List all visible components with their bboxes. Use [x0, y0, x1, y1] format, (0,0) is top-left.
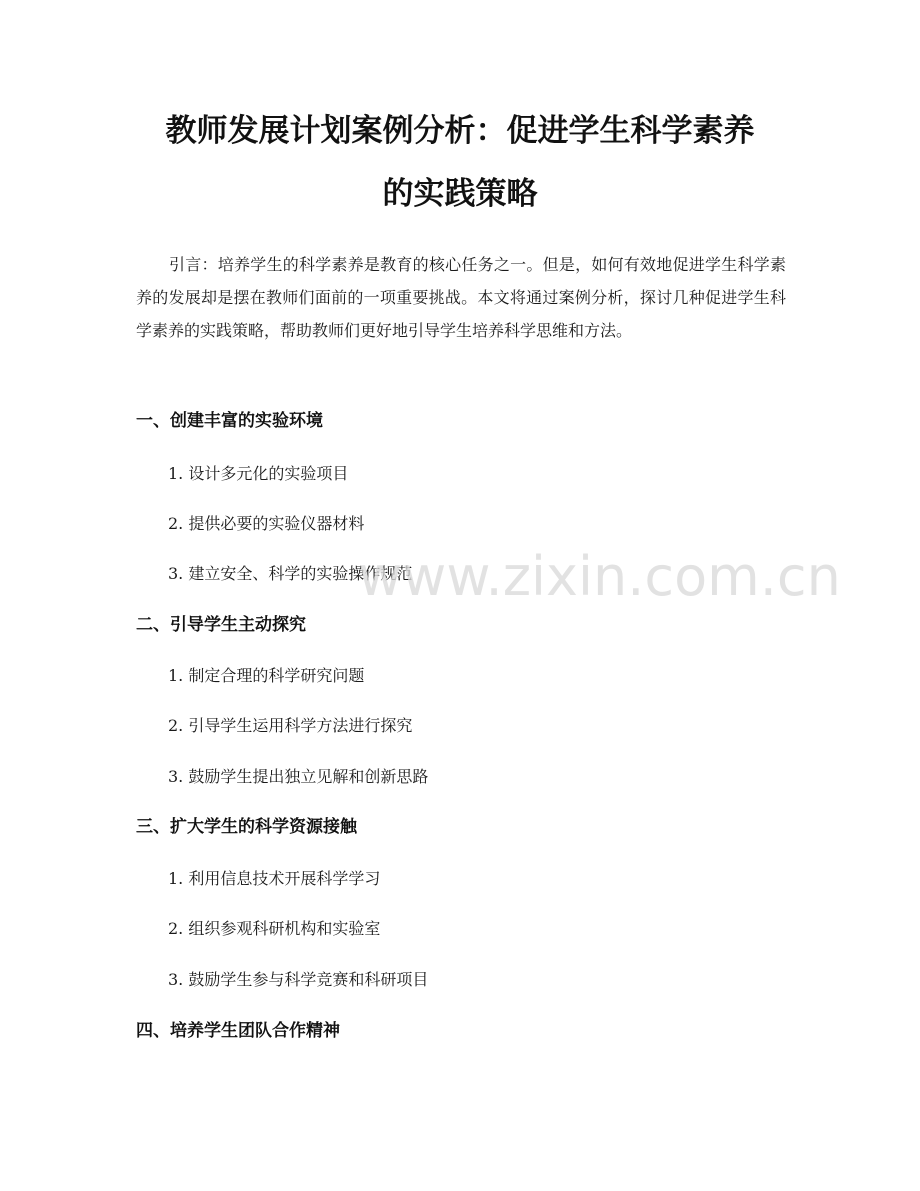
list-item: 3. 鼓励学生参与科学竞赛和科研项目: [168, 970, 429, 989]
section-heading-4: 四、培养学生团队合作精神: [136, 1021, 340, 1041]
list-item: 3. 建立安全、科学的实验操作规范: [168, 564, 413, 583]
list-item: 2. 组织参观科研机构和实验室: [168, 919, 381, 938]
list-item: 2. 引导学生运用科学方法进行探究: [168, 716, 413, 735]
list-item: 1. 制定合理的科学研究问题: [168, 666, 365, 685]
document-title-line-2: 的实践策略: [382, 176, 538, 212]
section-heading-3: 三、扩大学生的科学资源接触: [136, 817, 357, 837]
list-item: 2. 提供必要的实验仪器材料: [168, 514, 365, 533]
intro-paragraph: 引言：培养学生的科学素养是教育的核心任务之一。但是，如何有效地促进学生科学素养的发展却是摆在教师们面前的一项重要挑战。本文将通过案例分析，探讨几种促进学生科学素养的实践策略，帮助教师们更好地引导学生培养科学思维和方法。: [136, 255, 786, 340]
list-item: 1. 设计多元化的实验项目: [168, 464, 349, 483]
document-title-line-1: 教师发展计划案例分析：促进学生科学素养: [165, 113, 755, 149]
section-heading-1: 一、创建丰富的实验环境: [136, 411, 323, 431]
section-heading-2: 二、引导学生主动探究: [136, 615, 306, 635]
watermark-text: www.zixin.com.cn: [358, 545, 841, 608]
list-item: 3. 鼓励学生提出独立见解和创新思路: [168, 767, 429, 786]
list-item: 1. 利用信息技术开展科学学习: [168, 869, 381, 888]
